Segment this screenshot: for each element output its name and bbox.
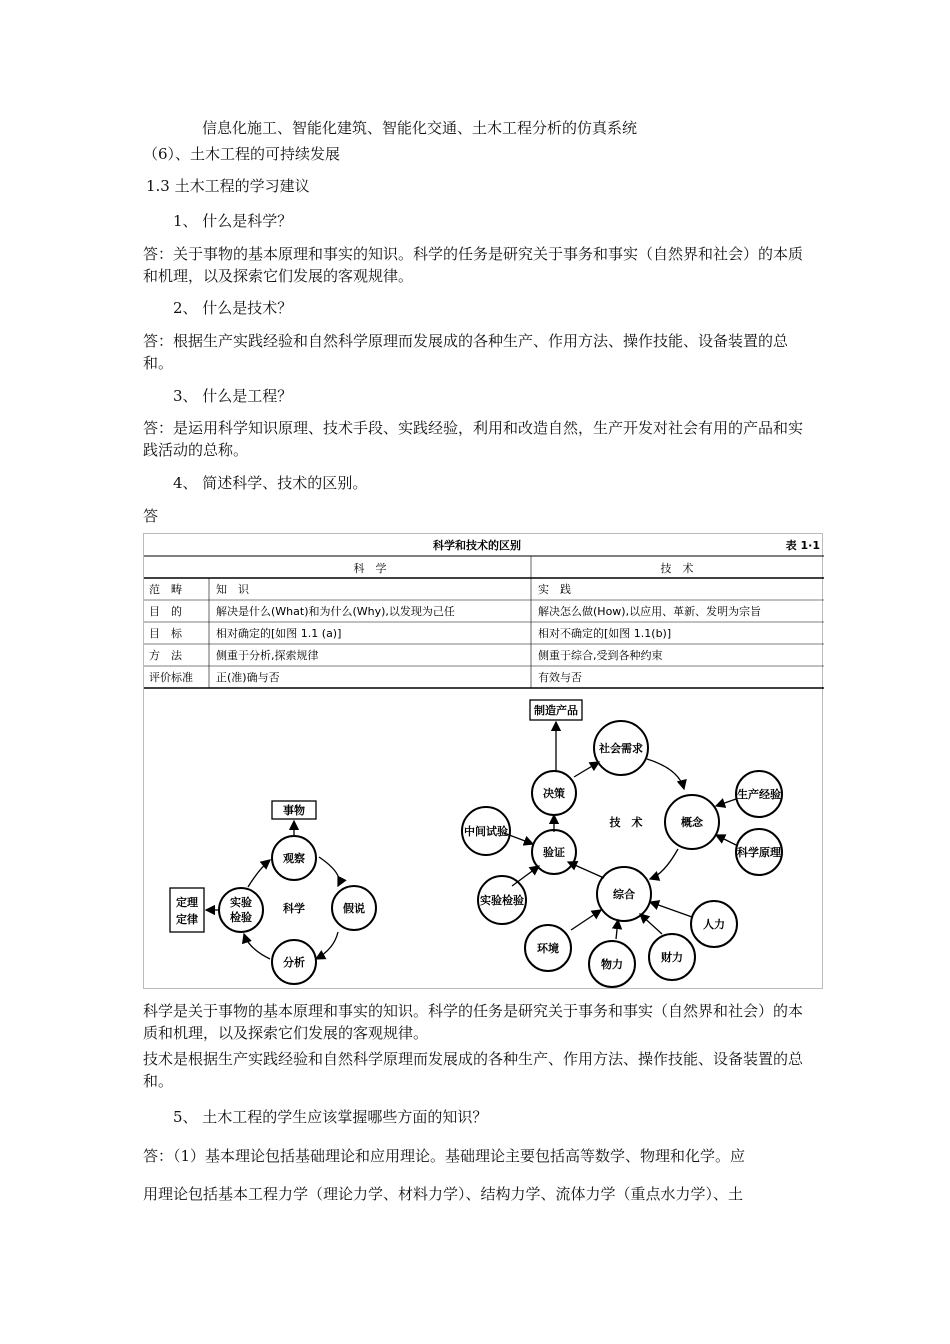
question-3: 3、 什么是工程？ [173,387,293,405]
table-row [149,670,582,684]
row-tech: 实 践 [538,583,571,596]
table-row [149,604,761,618]
label-social: 社会需求 [599,742,643,755]
label-environment: 环境 [537,942,559,955]
row-tech: 有效与否 [538,671,582,684]
comparison-figure [143,533,823,989]
label-thing: 事物 [283,804,305,817]
row-science: 相对确定的[如图 1.1 (a)] [216,627,342,640]
table-col-tech: 技 术 [660,562,694,575]
row-key: 评价标准 [149,671,193,684]
label-experiment-1: 实验 [230,896,252,909]
paragraph-science: 科学是关于事物的基本原理和事实的知识。科学的任务是研究关于事务和事实（自然界和社会）的本质和机理，以及探索它们发展的客观规律。 [143,1002,804,1042]
question-2: 2、 什么是技术？ [173,299,293,317]
label-prod-exp: 生产经验 [737,788,781,801]
label-synth: 综合 [613,888,635,901]
label-verify: 验证 [543,846,565,859]
row-science: 正(准)确与否 [216,671,280,684]
table-row [149,582,571,596]
table-col-science: 科 学 [353,562,387,575]
comparison-table [144,556,824,688]
label-decision: 决策 [543,787,565,800]
label-pilot: 中间试验 [464,825,508,838]
row-tech: 侧重于综合,受到各种约束 [538,649,663,662]
label-theorem: 定理 [176,896,198,909]
answer-5-line-2: 用理论包括基本工程力学（理论力学、材料力学）、结构力学、流体力学（重点水力学）、土 [143,1185,744,1203]
question-5: 5、 土木工程的学生应该掌握哪些方面的知识？ [173,1108,488,1126]
answer-3: 答：是运用科学知识原理、技术手段、实践经验，利用和改造自然，生产开发对社会有用的产品和实践活动的总称。 [143,419,804,459]
label-tech-center: 技 术 [609,816,643,829]
table-row [149,648,663,662]
row-key: 目 标 [149,627,182,640]
table-title: 科学和技术的区别 [433,539,521,552]
question-1: 1、 什么是科学？ [173,212,293,230]
label-concept: 概念 [681,816,703,829]
answer-2: 答：根据生产实践经验和自然科学原理而发展成的各种生产、作用方法、操作技能、设备装置的总和。 [143,332,789,372]
label-manpower: 人力 [703,918,725,931]
label-sci-princ: 科学原理 [737,846,781,859]
question-4: 4、 简述科学、技术的区别。 [173,474,368,492]
label-product: 制造产品 [534,704,578,717]
label-analysis: 分析 [283,956,305,969]
row-key: 方 法 [149,649,182,662]
figure-svg [144,534,824,990]
science-diagram [170,801,376,984]
row-tech: 相对不确定的[如图 1.1(b)] [538,627,672,640]
row-tech: 解决怎么做(How),以应用、革新、发明为宗旨 [538,605,762,618]
label-exp-test: 实验检验 [480,894,524,907]
line-2: （6）、土木工程的可持续发展 [143,145,341,163]
paragraph-technology: 技术是根据生产实践经验和自然科学原理而发展成的各种生产、作用方法、操作技能、设备装置的总和。 [143,1050,804,1090]
answer-1: 答：关于事物的基本原理和事实的知识。科学的任务是研究关于事务和事实（自然界和社会）的本质和机理，以及探索它们发展的客观规律。 [143,245,804,285]
row-key: 目 的 [149,605,182,618]
section-heading: 1.3 土木工程的学习建议 [146,177,310,195]
label-finance: 财力 [661,951,683,964]
node-experiment [219,888,263,932]
label-law: 定律 [176,913,198,926]
label-observe: 观察 [283,852,305,865]
answer-4-label: 答 [143,507,159,525]
row-science: 解决是什么(What)和为什么(Why),以发现为己任 [216,605,455,618]
line-1: 信息化施工、智能化建筑、智能化交通、土木工程分析的仿真系统 [202,119,638,137]
row-key: 范 畴 [149,583,182,596]
table-row [149,626,671,640]
row-science: 侧重于分析,探索规律 [216,649,319,662]
label-hypothesis: 假说 [343,902,365,915]
label-experiment-2: 检验 [230,911,252,924]
table-number: 表 1·1 [785,539,820,552]
answer-5-line-1: 答：（1）基本理论包括基础理论和应用理论。基础理论主要包括高等数学、物理和化学。应 [143,1147,746,1165]
label-material: 物力 [601,958,623,971]
label-science-center: 科学 [283,902,305,915]
row-science: 知 识 [216,583,249,596]
